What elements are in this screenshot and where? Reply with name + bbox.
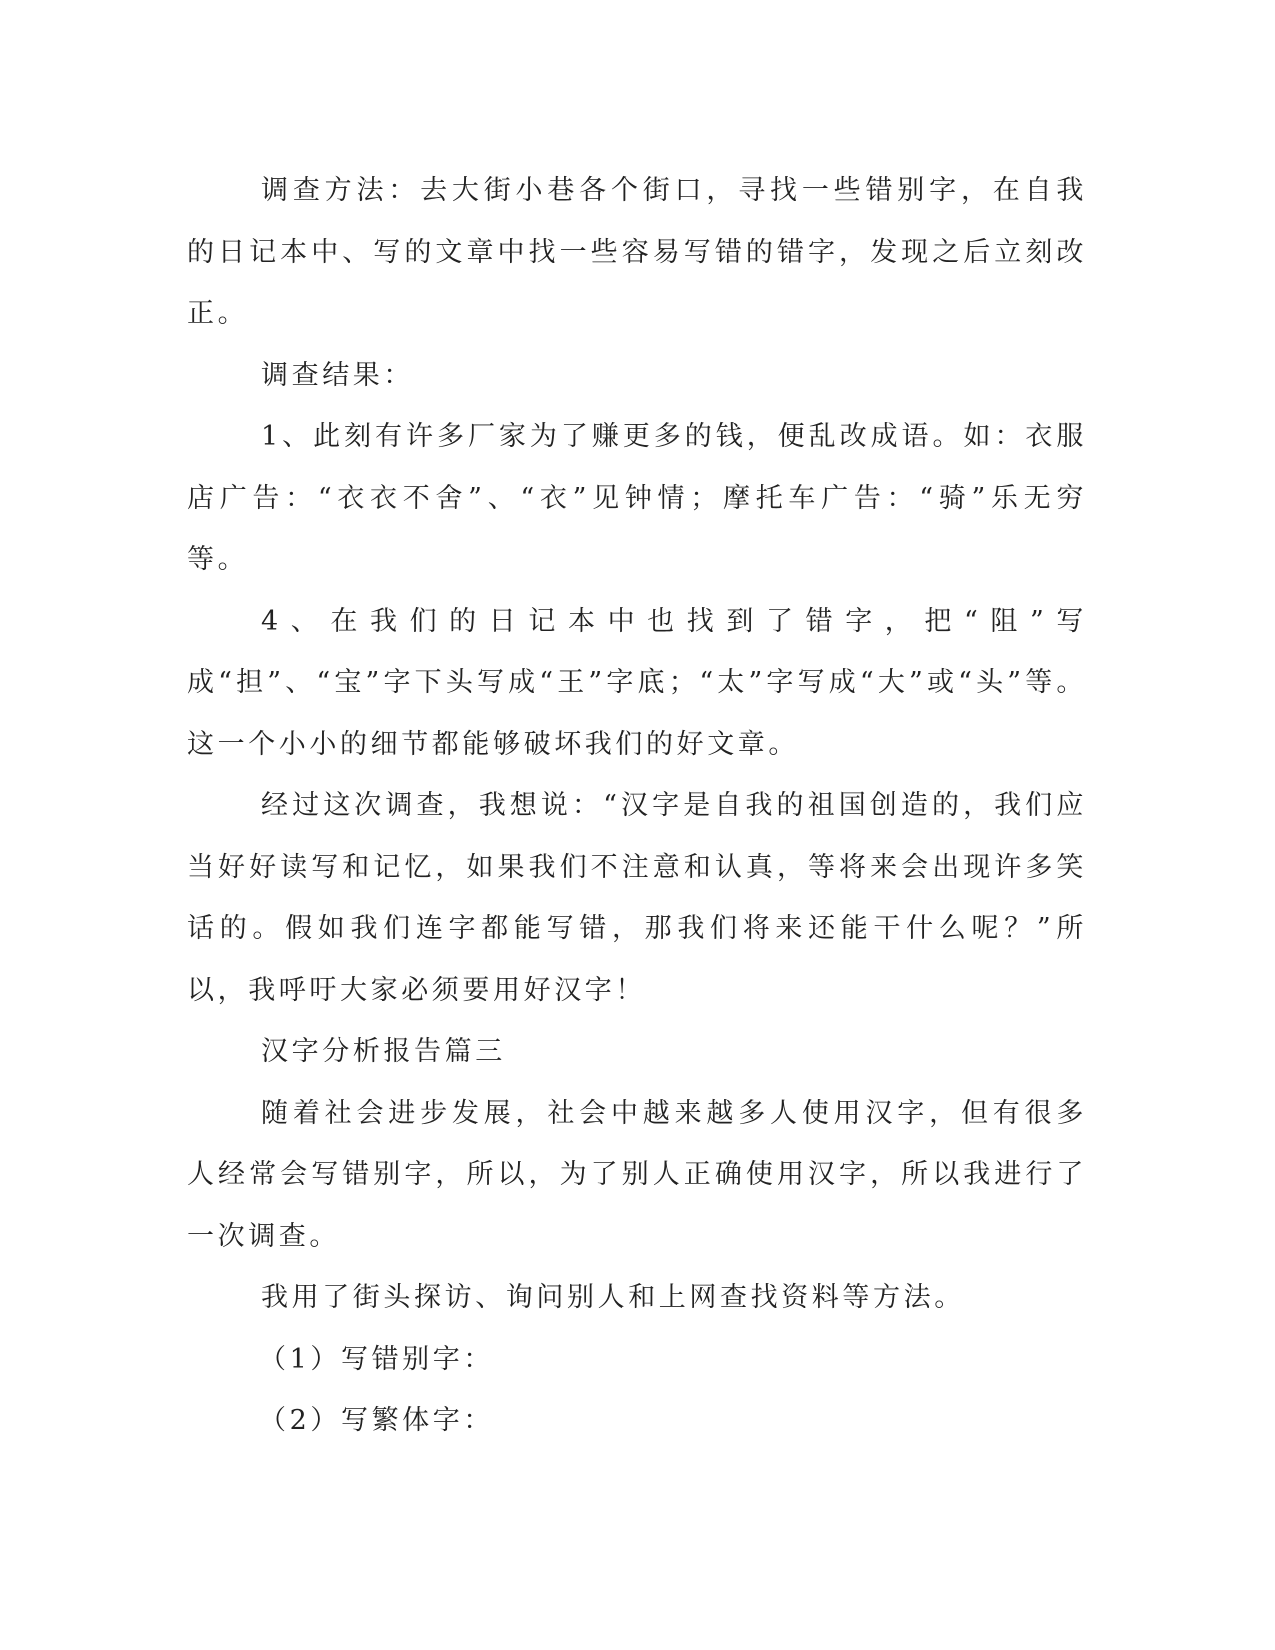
section-heading: 汉字分析报告篇三 — [261, 1036, 506, 1067]
paragraph-survey-results-heading: 调查结果： — [261, 359, 414, 391]
list-item-traditional: （2）写繁体字： — [259, 1405, 494, 1436]
document-body — [187, 160, 1087, 1452]
paragraph-intro: 随着社会进步发展，社会中越来越多人使用汉字，但有很多人经常会写错别字，所以，为了别人正确使用汉字，所以我进行了一次调查。 — [187, 1097, 1087, 1252]
paragraph-survey-method: 调查方法：去大街小巷各个街口，寻找一些错别字，在自我的日记本中、写的文章中找一些容易写错的错字，发现之后立刻改正。 — [187, 175, 1087, 329]
paragraph-methods: 我用了街头探访、询问别人和上网查找资料等方法。 — [261, 1282, 965, 1313]
paragraph-conclusion: 经过这次调查，我想说：“汉字是自我的祖国创造的，我们应当好好读写和记忆，如果我们不注意和认真，等将来会出现许多笑话的。假如我们连字都能写错，那我们将来还能干什么呢？”所以，我呼吁大家必须要用好汉字！ — [187, 790, 1087, 1006]
paragraph-result-1: 1、此刻有许多厂家为了赚更多的钱，便乱改成语。如：衣服店广告：“衣衣不舍”、“衣”见钟情；摩托车广告：“骑”乐无穷等。 — [187, 421, 1087, 575]
paragraph-result-4: 4、在我们的日记本中也找到了错字，把“阻”写成“担”、“宝”字下头写成“王”字底；“太”字写成“大”或“头”等。这一个小小的细节都能够破坏我们的好文章。 — [187, 605, 1087, 760]
list-item-typos: （1）写错别字： — [259, 1343, 494, 1375]
